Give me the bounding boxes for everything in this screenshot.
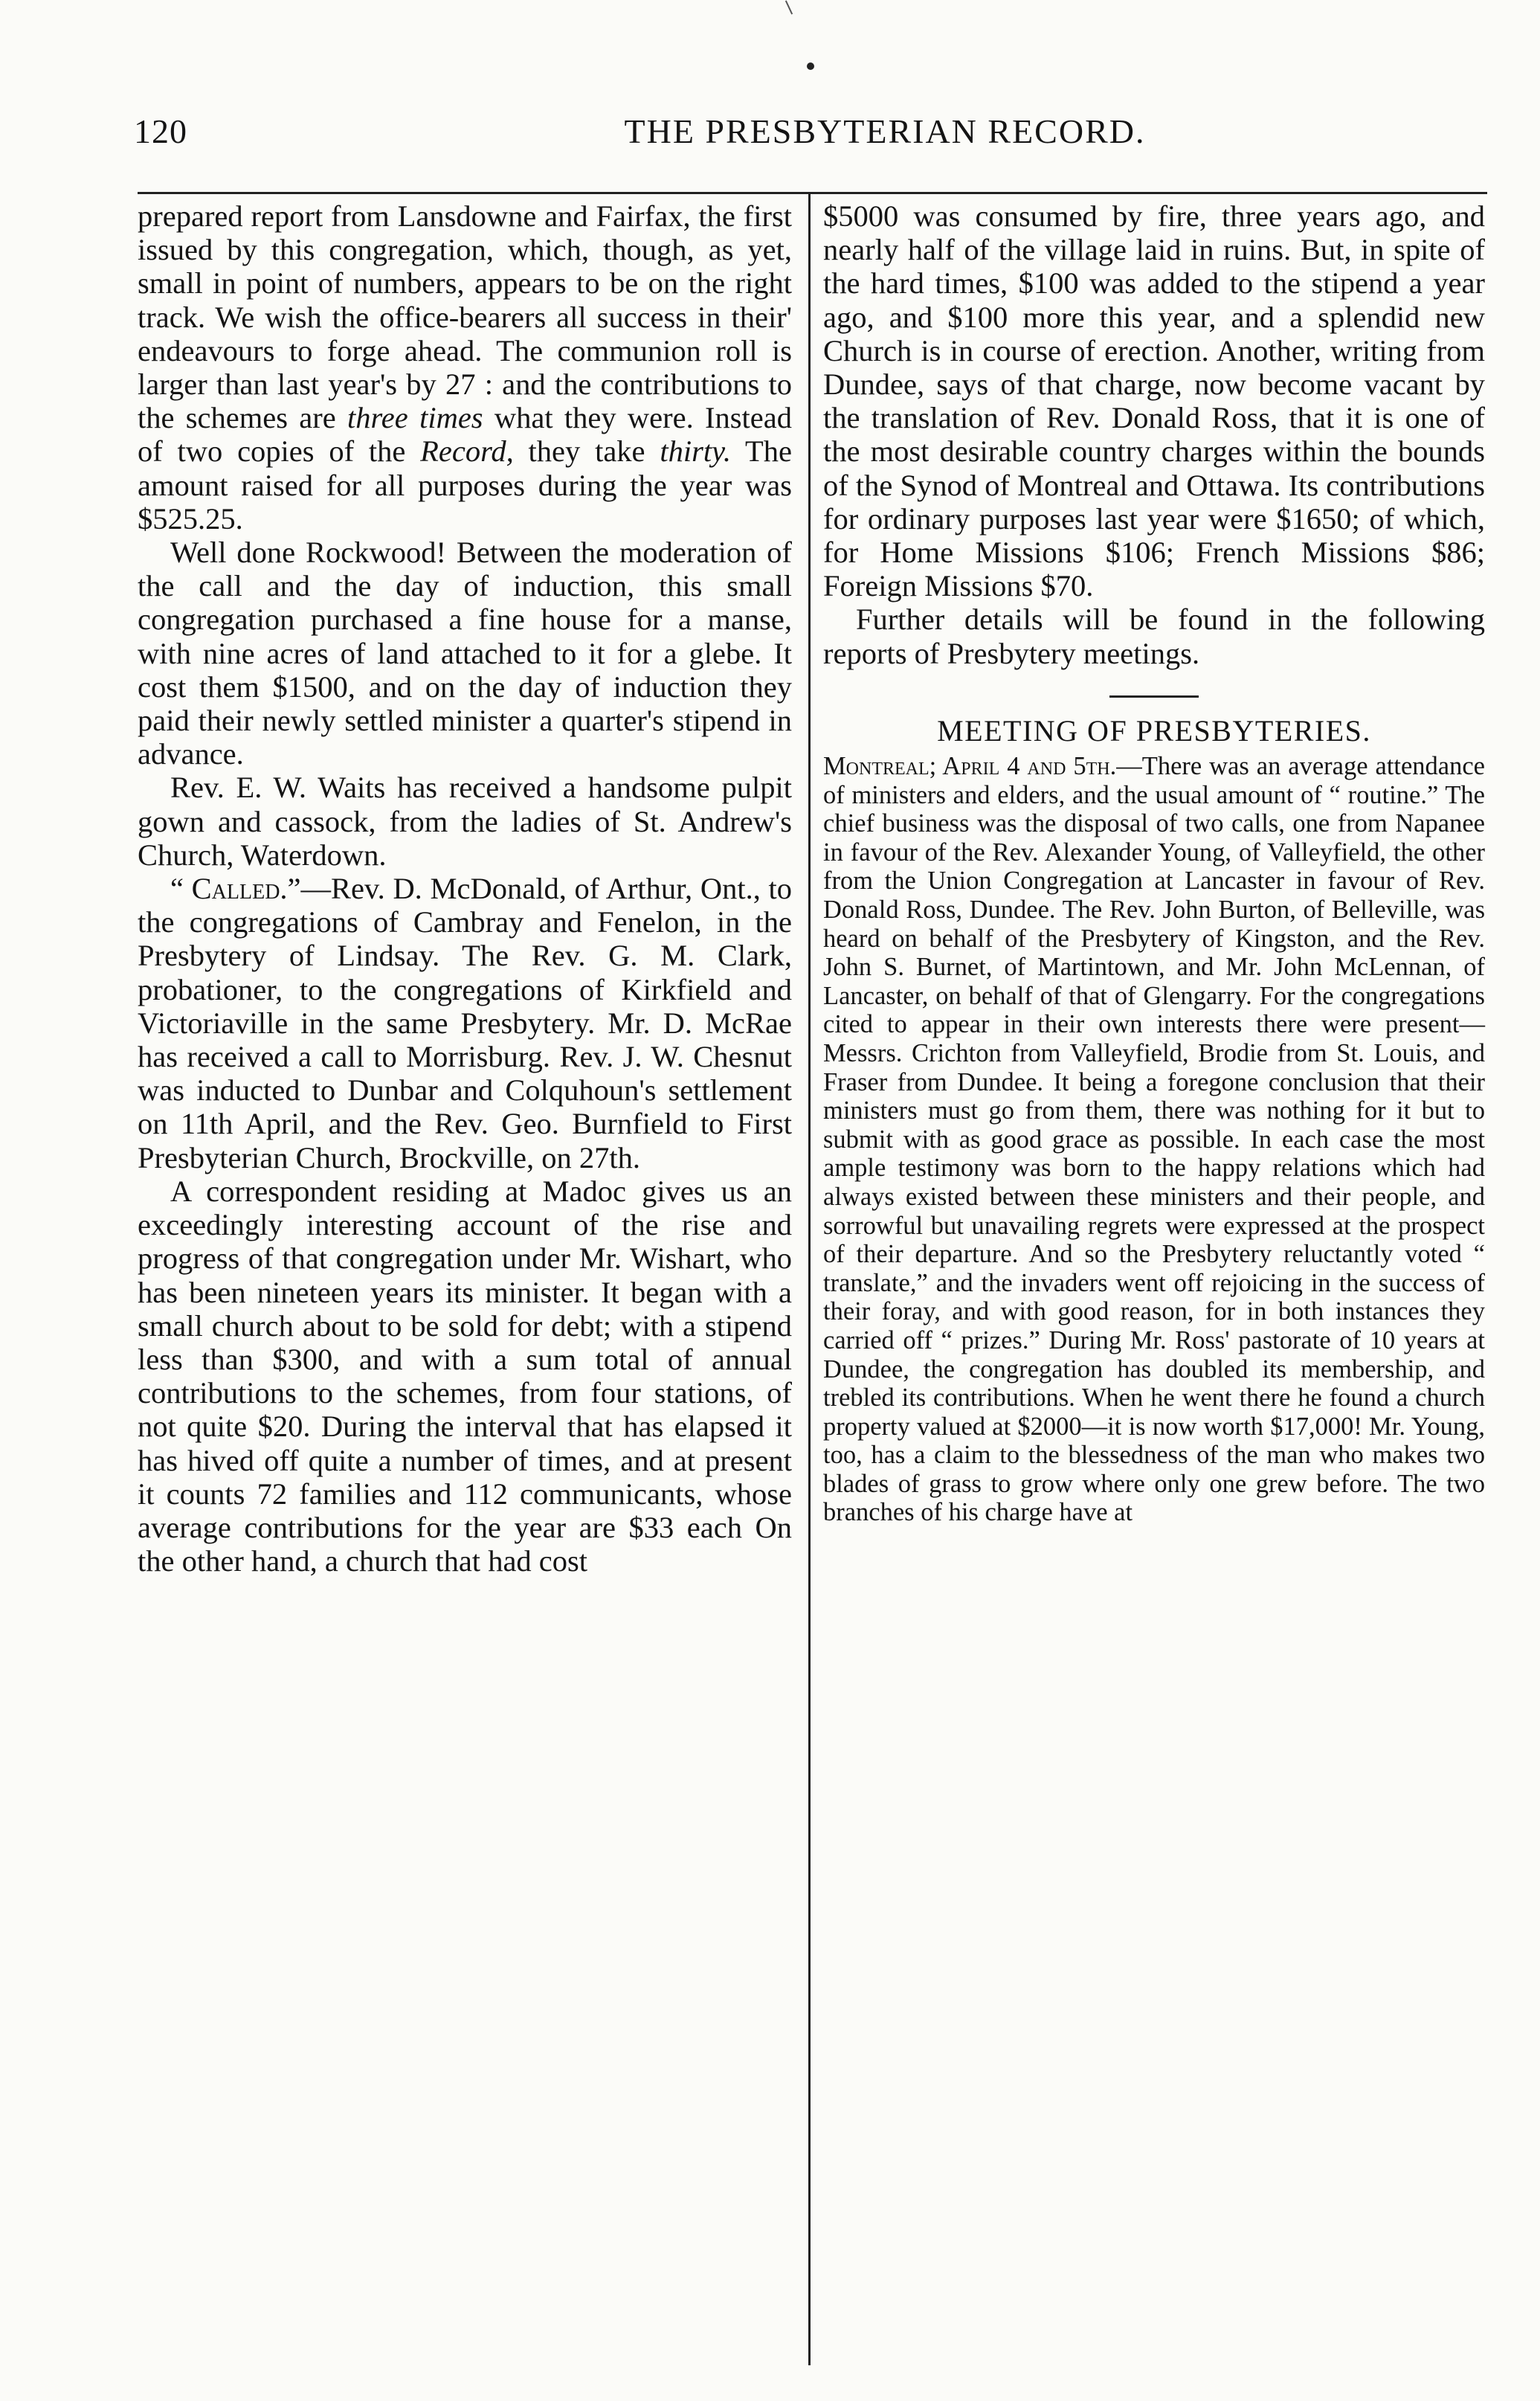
text-run: prepared report from Lansdowne and Fairfax, the first issued by this congregation, which, though, as yet, small in point of numbers, appears to be on the right track. We wish the office-bearers all success in their' endeavours to forge ahead. The communion roll is larger than last year's by 27 : and the contributions to the schemes are [138, 199, 792, 435]
italic-run: thirty. [660, 434, 731, 469]
paragraph-montreal [823, 752, 1485, 1527]
scan-mark [785, 1, 793, 15]
column-divider [808, 193, 811, 2365]
text-run: what they were. Instead of two copies of the [138, 401, 793, 469]
page-header [134, 112, 1487, 164]
paragraph-continued: $5000 was consumed by fire, three years ago, and nearly half of the village laid in ruins. But, in spite of the hard times, $100 was added to the stipend a year ago, and $100 more this year, and a splendid new Church is in course of erection. Another, writing from Dundee, says of that charge, now become vacant by the translation of Rev. Donald Ross, that it is one of the most desirable country charges within the bounds of the Synod of Montreal and Ottawa. Its contributions for ordinary purposes last year were $1650; of which, for Home Missions $106; French Missions $86; Foreign Missions $70. [823, 199, 1485, 603]
montreal-lead: Montreal; April 4 and 5th. [823, 752, 1117, 781]
paragraph-madoc: A correspondent residing at Madoc gives us an exceedingly interesting account of the rise and progress of that congregation under Mr. Wishart, who has been nineteen years its minister. It began with a small church about to be sold for debt; with a stipend less than $300, and with a sum total of annual contributions to the schemes, from four stations, of not quite $20. During the interval that has elapsed it has hived off quite a number of times, and at present it counts 72 families and 112 communicants, whose average contributions for the year are $33 each On the other hand, a church that had cost [138, 1174, 792, 1578]
paragraph-further-details: Further details will be found in the following reports of Presbytery meetings. [823, 602, 1485, 670]
called-lead: “ Called.” [170, 872, 301, 906]
left-column [138, 199, 792, 1578]
page-number: 120 [134, 112, 187, 150]
italic-run: three times [347, 401, 483, 435]
section-heading: MEETING OF PRESBYTERIES. [937, 713, 1371, 748]
section-rule [1109, 695, 1199, 698]
right-column [823, 199, 1485, 1527]
text-run: —There was an average attendance of ministers and elders, and the usual amount of “ routine.” The chief business was the disposal of two calls, one from Napanee in favour of the Rev. Alexander Young, of Valleyfield, the other from the Union Congregation at Lancaster in favour of Rev. Donald Ross, Dundee. The Rev. John Burton, of Belleville, was heard on behalf of the Presbytery of Kingston, and the Rev. John S. Burnet, of Martintown, and Mr. John McLennan, of Lancaster, on behalf of that of Glengarry. For the congregations cited to appear in their own interests there were present—Messrs. Crichton from Valleyfield, Brodie from St. Louis, and Fraser from Dundee. It being a foregone conclusion that their ministers must go from them, there was nothing for it but to submit with as good grace as possible. In each case the most ample testimony was born to the happy relations which had always existed between these ministers and their people, and sorrowful but unavailing regrets were expressed at the prospect of their departure. And so the Presbytery reluctantly voted “ translate,” and the invaders went off rejoicing in the success of their foray, and with good reason, for in both instances they carried off “ prizes.” During Mr. Ross' pastorate of 10 years at Dundee, the congregation has doubled its membership, and trebled its contributions. When he went there he found a church property valued at $2000—it is now worth $17,000! Mr. Young, too, has a claim to the blessedness of the man who makes two blades of grass to grow where only one grew before. The two branches of his charge have at [823, 752, 1485, 1527]
paragraph-lansdowne [138, 199, 792, 536]
paragraph-rockwood: Well done Rockwood! Between the moderation of the call and the day of induction, this small congregation purchased a fine house for a manse, with nine acres of land attached to it for a glebe. It cost them $1500, and on the day of induction they paid their newly settled minister a quarter's stipend in advance. [138, 536, 792, 771]
italic-run: Record, [420, 434, 514, 469]
text-run: —Rev. D. McDonald, of Arthur, Ont., to the congregations of Cambray and Fenelon, in the Presbytery of Lindsay. The Rev. G. M. Clark, probationer, to the congregations of Kirkfield and Victoriaville in the same Presbytery. Mr. D. McRae has received a call to Morrisburg. Rev. J. W. Chesnut was inducted to Dunbar and Colquhoun's settlement on 11th April, and the Rev. Geo. Burnfield to First Presbyterian Church, Brockville, on 27th. [138, 872, 793, 1174]
header-rule [138, 192, 1487, 194]
paragraph-waits: Rev. E. W. Waits has received a handsome pulpit gown and cassock, from the ladies of St. Andrew's Church, Waterdown. [138, 771, 792, 872]
scan-dot [807, 62, 814, 70]
paragraph-called [138, 872, 792, 1174]
text-run: they take [513, 434, 660, 469]
running-title: THE PRESBYTERIAN RECORD. [624, 112, 1146, 150]
text-run: The amount raised for all purposes during the year was $525.25. [138, 434, 793, 536]
